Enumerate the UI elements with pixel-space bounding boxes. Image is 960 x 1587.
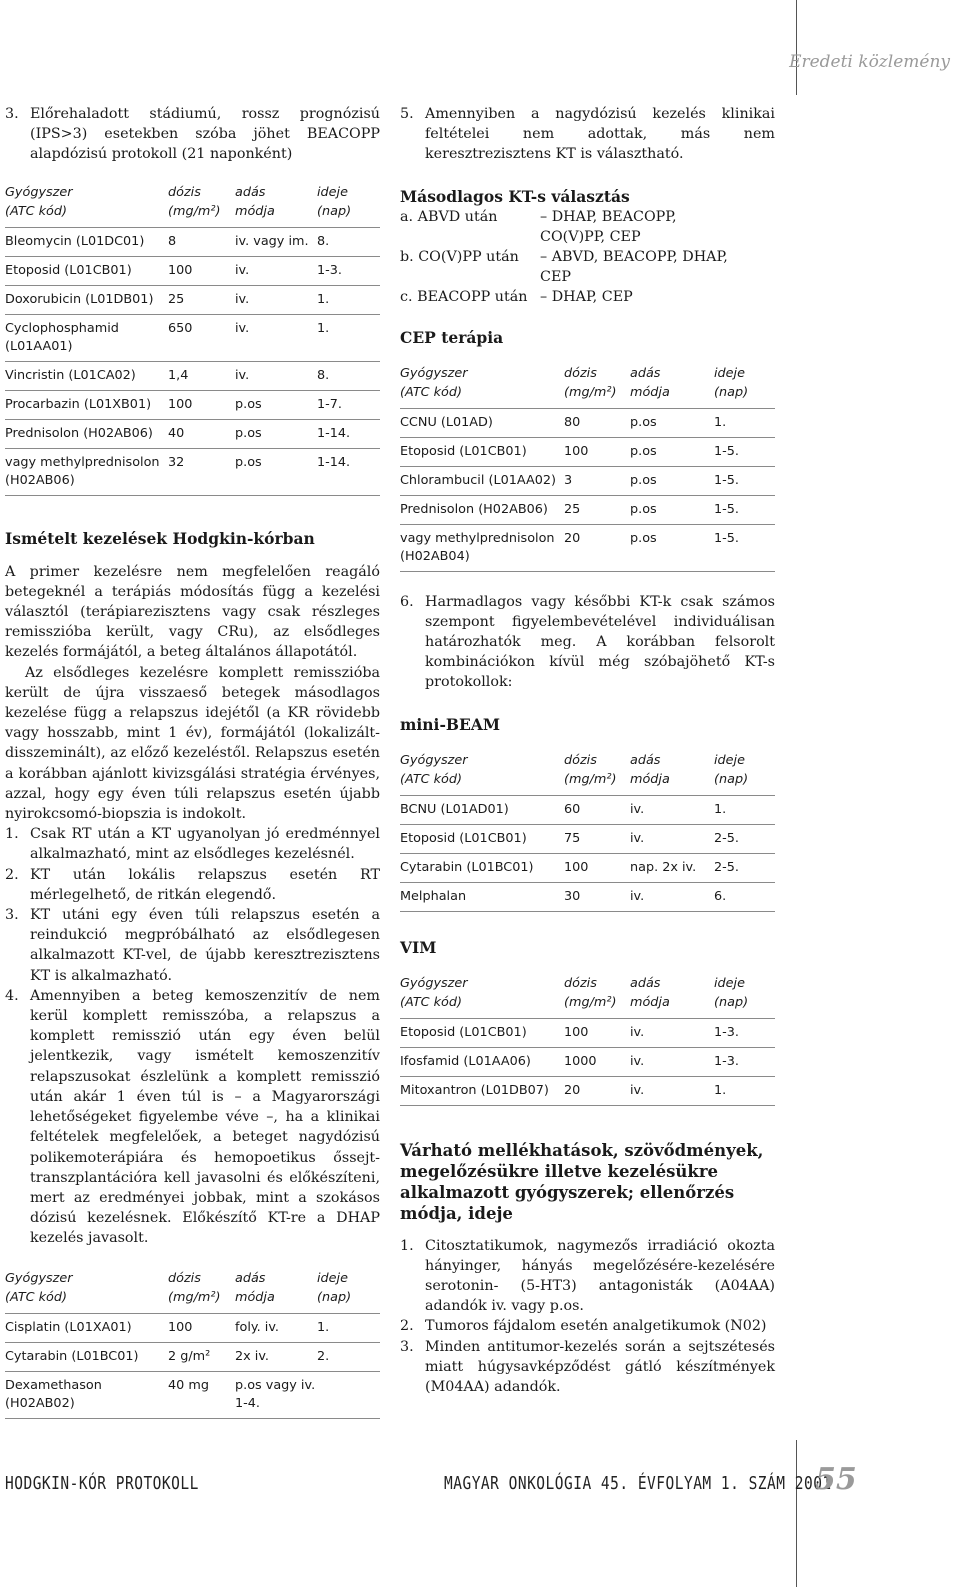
side-effects-heading: Várható mellékhatások, szövődmények, megelőzésükre illetve kezelésükre alkalmazott gyógyszerek; ellenőrzés módja, ideje <box>400 1140 764 1223</box>
table-cell: Etoposid (L01CB01) <box>400 443 527 459</box>
cep-heading: CEP terápia <box>400 327 504 347</box>
table-cell: 1. <box>317 1319 330 1335</box>
table-cell: 1-5. <box>714 501 739 517</box>
table-cell: iv. <box>235 367 250 383</box>
right-item-5-text: Amennyiben a nagydózisú kezelés klinikai feltételei nem adottak, más nem keresztrezisztens KT is választható. <box>425 106 775 163</box>
table-header-cell: adás módja <box>630 752 670 787</box>
table-cell: Melphalan <box>400 888 467 904</box>
table-header <box>400 751 775 796</box>
table-header-cell: dózis (mg/m²) <box>564 365 617 400</box>
table-row <box>5 1314 380 1343</box>
table-cell: Ifosfamid (L01AA06) <box>400 1053 531 1069</box>
table-cell: Prednisolon (H02AB06) <box>400 501 548 517</box>
list-item-text: Minden antitumor-kezelés során a sejtszétesés miatt húgysavképződést gátló készítmények (M04AA) adandók. <box>425 1338 775 1396</box>
repeat-treatment-heading: Ismételt kezelések Hodgkin-kórban <box>5 528 315 548</box>
table-header-cell: dózis (mg/m²) <box>168 1270 221 1305</box>
table-cell: 2-5. <box>714 859 739 875</box>
table-cell: Doxorubicin (L01DB01) <box>5 291 154 307</box>
table-cell: p.os vagy iv. 1-4. <box>235 1377 316 1411</box>
right-item-5 <box>400 104 775 165</box>
table-header-cell: ideje (nap) <box>714 752 749 787</box>
table-cell: 100 <box>564 443 589 459</box>
table-cell: 1,4 <box>168 367 189 383</box>
table-cell: 1000 <box>564 1053 597 1069</box>
list-item <box>5 986 380 1249</box>
left-item-3-num: 3. <box>5 106 19 122</box>
table-row <box>400 525 775 572</box>
left-item-3 <box>5 104 380 165</box>
table-cell: 2 g/m² <box>168 1348 211 1364</box>
list-item-number: 2. <box>400 1318 414 1335</box>
table-header-cell: Gyógyszer (ATC kód) <box>400 975 468 1010</box>
table-cell: 1-5. <box>714 443 739 459</box>
table-row <box>400 1077 775 1106</box>
table-cell: 20 <box>564 530 581 546</box>
list-item-number: 3. <box>5 907 19 924</box>
table-row <box>5 286 380 315</box>
beacopp-table <box>5 183 380 496</box>
table-cell: p.os <box>235 396 262 412</box>
table-cell: 40 mg <box>168 1377 209 1393</box>
table-cell: 25 <box>168 291 185 307</box>
table-cell: 1-5. <box>714 472 739 488</box>
right-item-6-num: 6. <box>400 593 414 610</box>
table-cell: 1-14. <box>317 454 351 470</box>
bottom-right-rule <box>796 1440 797 1587</box>
table-row <box>5 1372 380 1419</box>
section-tag: Eredeti közlemény <box>789 52 950 72</box>
choice-row <box>400 207 775 247</box>
choice-value: – DHAP, BEACOPP, CO(V)PP, CEP <box>540 208 677 245</box>
list-item-text: Csak RT után a KT ugyanolyan jó eredménnyel alkalmazható, mint az elsődleges kezelésnél. <box>30 826 380 863</box>
table-cell: 1. <box>714 1082 727 1098</box>
table-cell: iv. <box>235 262 250 278</box>
dhap-table <box>5 1269 380 1419</box>
table-cell: 2x iv. <box>235 1348 269 1364</box>
table-cell: 6. <box>714 888 727 904</box>
top-right-rule <box>796 0 797 95</box>
table-header-cell: ideje (nap) <box>714 365 749 400</box>
table-cell: 1. <box>317 291 330 307</box>
table-cell: 1. <box>714 414 727 430</box>
list-item-number: 1. <box>5 826 19 843</box>
list-item <box>5 905 380 986</box>
choice-row <box>400 247 775 287</box>
table-cell: 1. <box>317 320 330 336</box>
table-cell: p.os <box>235 454 262 470</box>
mini-beam-table <box>400 751 775 912</box>
right-item-5-num: 5. <box>400 106 414 122</box>
table-cell: 1. <box>714 801 727 817</box>
table-cell: iv. <box>630 830 645 846</box>
side-effects-list <box>400 1236 775 1398</box>
table-row <box>400 438 775 467</box>
list-item-text: Tumoros fájdalom esetén analgetikumok (N02) <box>425 1318 767 1335</box>
table-header <box>400 364 775 409</box>
table-cell: 80 <box>564 414 581 430</box>
list-item <box>5 824 380 864</box>
table-cell: 75 <box>564 830 581 846</box>
table-cell: 8. <box>317 233 330 249</box>
table-row <box>5 420 380 449</box>
table-cell: iv. vagy im. <box>235 233 309 249</box>
table-cell: p.os <box>630 501 657 517</box>
table-header-cell: dózis (mg/m²) <box>564 975 617 1010</box>
table-row <box>400 796 775 825</box>
table-row <box>400 1048 775 1077</box>
table-cell: Bleomycin (L01DC01) <box>5 233 145 249</box>
table-cell: 8 <box>168 233 177 249</box>
table-row <box>5 1343 380 1372</box>
list-item-text: KT után lokális relapszus esetén RT mérlegelhető, de ritkán elegendő. <box>30 866 380 903</box>
list-item <box>5 865 380 905</box>
table-cell: Dexamethason (H02AB02) <box>5 1377 102 1411</box>
table-row <box>400 409 775 438</box>
choice-row <box>400 287 775 307</box>
table-row <box>400 496 775 525</box>
table-header-cell: adás módja <box>235 184 275 219</box>
table-cell: p.os <box>630 443 657 459</box>
left-column <box>5 104 380 1419</box>
table-cell: iv. <box>630 801 645 817</box>
choice-key: b. CO(V)PP után <box>400 249 519 266</box>
table-cell: 650 <box>168 320 193 336</box>
table-cell: iv. <box>630 1053 645 1069</box>
table-cell: 1-7. <box>317 396 342 412</box>
table-cell: 100 <box>564 859 589 875</box>
table-cell: 30 <box>564 888 581 904</box>
table-cell: nap. 2x iv. <box>630 859 697 875</box>
table-cell: iv. <box>630 1024 645 1040</box>
table-row <box>400 467 775 496</box>
secondary-choices <box>400 207 775 308</box>
table-cell: iv. <box>235 320 250 336</box>
left-item-3-text: Előrehaladott stádiumú, rossz prognózisú (IPS>3) esetekben szóba jöhet BEACOPP alapdózisú protokoll (21 naponként) <box>30 106 380 163</box>
table-cell: 100 <box>168 1319 193 1335</box>
table-cell <box>317 1377 380 1413</box>
list-item-text: Citosztatikumok, nagymezős irradiáció okozta hányinger, hányás megelőzésére-kezelésére serotonin- (5-HT3) antagonisták (A04AA) adandók iv. vagy p.os. <box>425 1237 775 1315</box>
list-item <box>400 1236 775 1317</box>
table-cell: 3 <box>564 472 573 488</box>
table-cell: 2. <box>317 1348 330 1364</box>
table-row <box>5 391 380 420</box>
table-cell: 32 <box>168 454 185 470</box>
table-row <box>400 854 775 883</box>
table-cell: iv. <box>235 291 250 307</box>
table-cell: 1-14. <box>317 425 351 441</box>
secondary-heading: Másodlagos KT-s választás <box>400 186 630 206</box>
table-header <box>5 183 380 228</box>
table-cell: Cisplatin (L01XA01) <box>5 1319 132 1335</box>
table-cell: 25 <box>564 501 581 517</box>
table-cell: Cytarabin (L01BC01) <box>5 1348 139 1364</box>
vim-table <box>400 974 775 1106</box>
left-paragraph-1: A primer kezelésre nem megfelelően reagáló betegeknél a terápiás módosítás függ a kezelési választól (terápiarezisztens vagy csak részleges remisszióba került, vagy CRu), az elsődleges kezelés formájától, a beteg általános állapotától. <box>5 563 380 661</box>
list-item-number: 2. <box>5 866 19 883</box>
table-cell: p.os <box>235 425 262 441</box>
table-cell: p.os <box>630 414 657 430</box>
choice-key: a. ABVD után <box>400 208 498 225</box>
table-row <box>5 228 380 257</box>
table-cell: Etoposid (L01CB01) <box>400 1024 527 1040</box>
list-item <box>400 1316 775 1336</box>
table-header-cell: adás módja <box>630 975 670 1010</box>
table-cell: iv. <box>630 1082 645 1098</box>
list-item-number: 4. <box>5 987 19 1004</box>
choice-value: – DHAP, CEP <box>540 289 633 306</box>
table-header-cell: ideje (nap) <box>317 1270 352 1305</box>
table-header-cell: Gyógyszer (ATC kód) <box>400 365 468 400</box>
left-numbered-list <box>5 824 380 1248</box>
table-cell: Etoposid (L01CB01) <box>400 830 527 846</box>
list-item-text: KT utáni egy éven túli relapszus esetén a reindukció megpróbálható az elsődlegesen alkalmazott KT-vel, de újabb keresztrezisztens KT is alkalmazható. <box>30 907 380 984</box>
table-row <box>5 362 380 391</box>
table-row <box>400 1019 775 1048</box>
table-header-cell: dózis (mg/m²) <box>168 184 221 219</box>
table-header-cell: Gyógyszer (ATC kód) <box>5 1270 73 1305</box>
table-header <box>400 974 775 1019</box>
table-cell: iv. <box>630 888 645 904</box>
footer-right: MAGYAR ONKOLÓGIA 45. ÉVFOLYAM 1. SZÁM 2001 <box>444 1474 832 1494</box>
table-header-cell: ideje (nap) <box>714 975 749 1010</box>
mini-beam-heading: mini-BEAM <box>400 714 500 734</box>
table-cell: p.os <box>630 472 657 488</box>
table-row <box>5 315 380 362</box>
table-cell: BCNU (L01AD01) <box>400 801 509 817</box>
table-cell: 40 <box>168 425 185 441</box>
table-cell: p.os <box>630 530 657 546</box>
table-header-cell: adás módja <box>630 365 670 400</box>
table-cell: 1-5. <box>714 530 739 546</box>
table-cell: Procarbazin (L01XB01) <box>5 396 152 412</box>
table-cell: 100 <box>168 396 193 412</box>
table-header-cell: Gyógyszer (ATC kód) <box>5 184 73 219</box>
right-item-6 <box>400 592 775 693</box>
table-row <box>5 257 380 286</box>
table-row <box>5 449 380 496</box>
table-cell: 2-5. <box>714 830 739 846</box>
table-cell: 60 <box>564 801 581 817</box>
table-cell: CCNU (L01AD) <box>400 414 493 430</box>
table-header-cell: dózis (mg/m²) <box>564 752 617 787</box>
choice-key: c. BEACOPP után <box>400 289 528 306</box>
table-cell: 20 <box>564 1082 581 1098</box>
table-cell: Chlorambucil (L01AA02) <box>400 472 556 488</box>
list-item-number: 1. <box>400 1237 414 1254</box>
left-paragraph-2: Az elsődleges kezelésre komplett remisszióba került de újra visszaeső betegek másodlagos kezelése függ a relapszus idejétől (a KR rövidebb vagy hosszabb, mint 1 év), formájától (lokalizált-disszeminált), az előző kezeléstől. Relapszus esetén a korábban ajánlott kivizsgálási stratégia érvényes, azzal, hogy egy éven túli relapszus esetén újabb nyirokcsomó-biopszia is indokolt. <box>5 664 380 823</box>
table-cell: 8. <box>317 367 330 383</box>
footer-left: HODGKIN-KÓR PROTOKOLL <box>5 1474 199 1494</box>
list-item-number: 3. <box>400 1338 414 1355</box>
table-header-cell: Gyógyszer (ATC kód) <box>400 752 468 787</box>
table-cell: vagy methylprednisolon (H02AB06) <box>5 454 160 488</box>
table-row <box>400 883 775 912</box>
list-item-text: Amennyiben a beteg kemoszenzitív de nem kerül komplett remisszóba, a relapszus a komplett remisszió után egy éven belül jelentkezik, vagy ismételt kemoszenzitív relapszusokat észlelünk a komplett remisszió után akár 1 éven túl is – a Magyarországi lehetőségeket figyelembe véve –, ha a klinikai feltételek megfelelőek, a beteget nagydózisú polikemoterápiára és hemopoetikus őssejt-transzplantációra kell javasolni és előkészíteni, mert az eredményei jobbak, mint a szokásos dózisú kezelésnek. Előkészítő KT-re a DHAP kezelés javasolt. <box>30 987 380 1247</box>
table-cell: 1-3. <box>317 262 342 278</box>
table-cell: Cyclophosphamid (L01AA01) <box>5 320 119 354</box>
table-cell: 1-3. <box>714 1053 739 1069</box>
table-cell: Mitoxantron (L01DB07) <box>400 1082 549 1098</box>
table-cell: 100 <box>564 1024 589 1040</box>
list-item <box>400 1337 775 1398</box>
cep-table <box>400 364 775 572</box>
choice-value: – ABVD, BEACOPP, DHAP, CEP <box>540 249 728 286</box>
page-number: 55 <box>815 1462 857 1497</box>
table-cell: 100 <box>168 262 193 278</box>
vim-heading: VIM <box>400 937 437 957</box>
table-cell: Cytarabin (L01BC01) <box>400 859 534 875</box>
table-header-cell: adás módja <box>235 1270 275 1305</box>
table-cell: Prednisolon (H02AB06) <box>5 425 153 441</box>
right-item-6-text: Harmadlagos vagy későbbi KT-k csak számos szempont figyelembevételével individuálisan határozhatók meg. A korábban felsorolt kombinációkon kívül még szóbajöhető KT-s protokollok: <box>425 593 775 691</box>
table-header-cell: ideje (nap) <box>317 184 352 219</box>
table-cell: foly. iv. <box>235 1319 279 1335</box>
table-header <box>5 1269 380 1314</box>
table-row <box>400 825 775 854</box>
table-cell: Vincristin (L01CA02) <box>5 367 136 383</box>
table-cell: 1-3. <box>714 1024 739 1040</box>
table-cell: Etoposid (L01CB01) <box>5 262 132 278</box>
table-cell: vagy methylprednisolon (H02AB04) <box>400 530 555 564</box>
right-column <box>400 104 775 1397</box>
